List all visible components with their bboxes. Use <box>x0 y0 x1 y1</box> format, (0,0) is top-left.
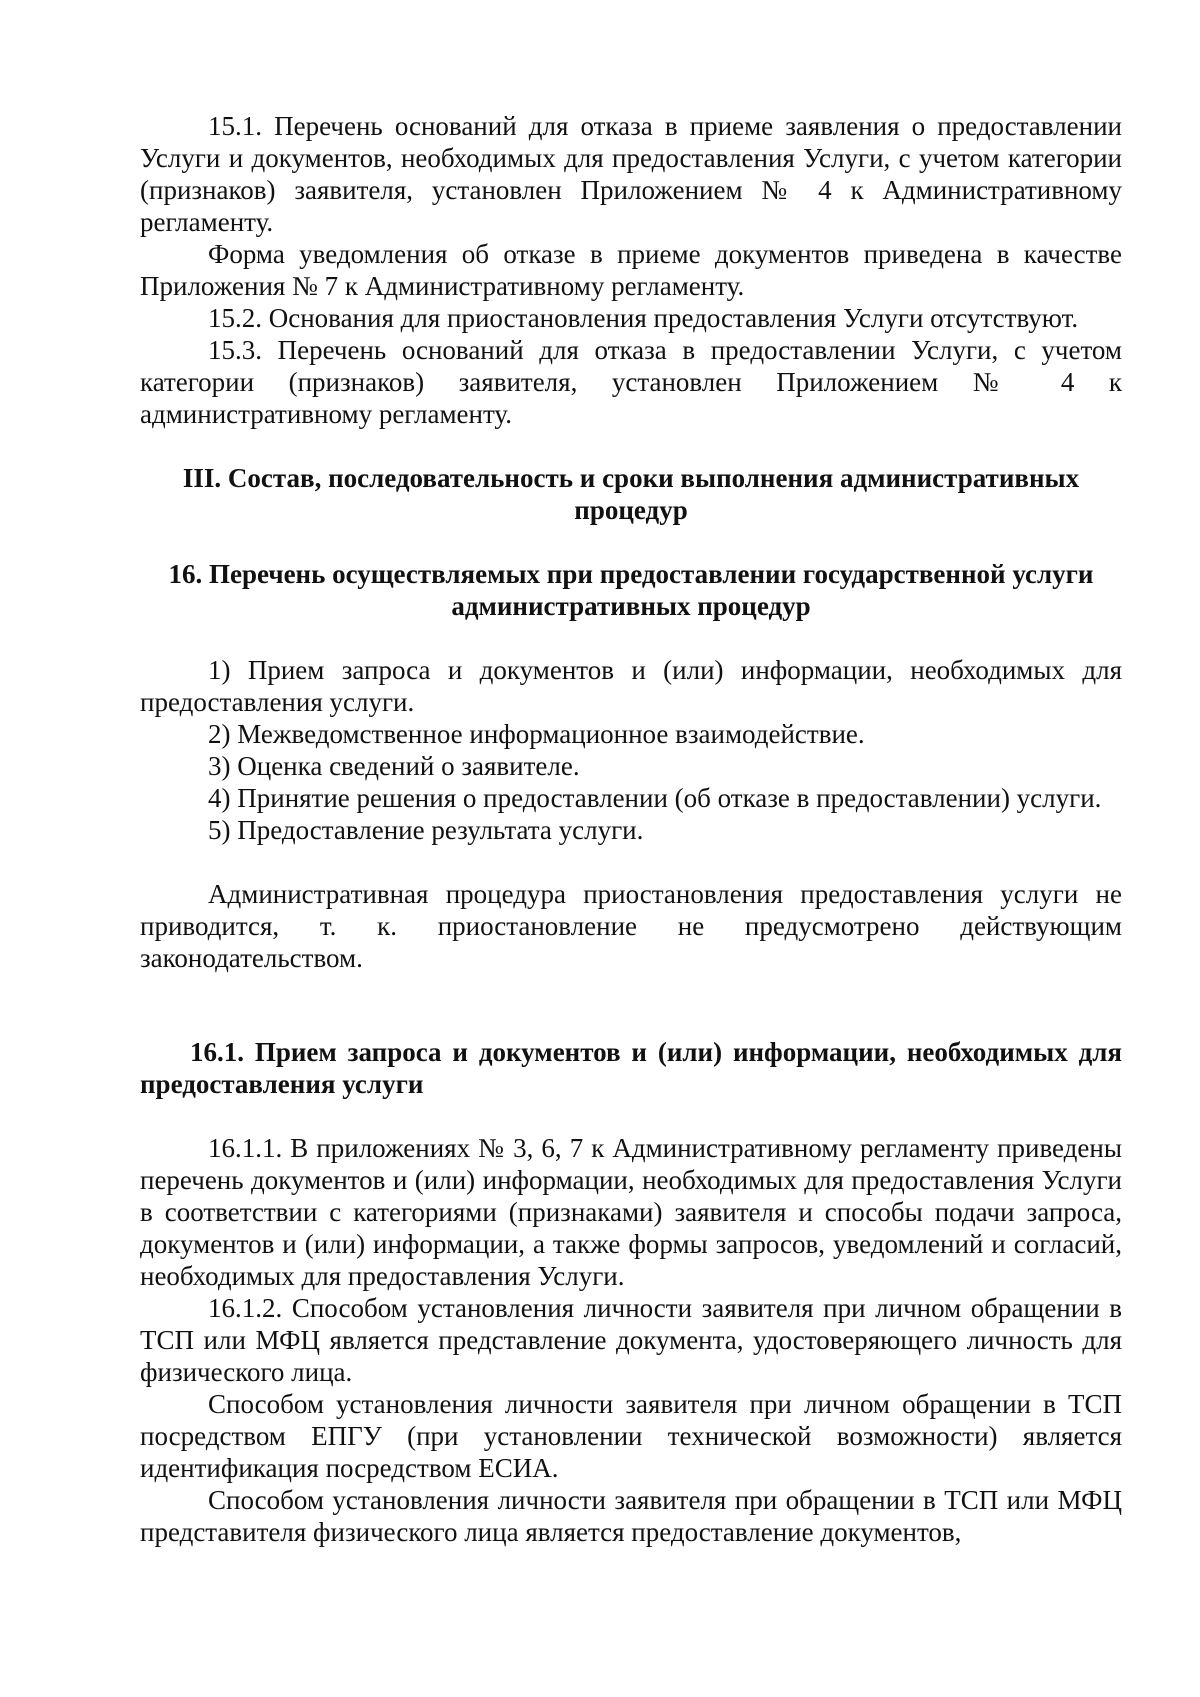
paragraph-identification-epgu: Способом установления личности заявителя при личном обращении в ТСП посредством ЕПГУ (при установлении технической возможности) является идентификация посредством ЕСИА. <box>140 1389 1122 1483</box>
procedure-item: 4) Принятие решения о предоставлении (об отказе в предоставлении) услуги. <box>208 783 1102 813</box>
procedure-item: 1) Прием запроса и документов и (или) информации, необходимых для предоставления услуги. <box>140 655 1122 717</box>
paragraph-15-1: 15.1. Перечень оснований для отказа в приеме заявления о предоставлении Услуги и документов, необходимых для предоставления Услуги, с учетом категории (признаков) заявителя, установлен Приложением № 4 к Административному регламенту. <box>140 111 1122 237</box>
paragraph-identification-representative: Способом установления личности заявителя при обращении в ТСП или МФЦ представителя физического лица является предоставление документов, <box>140 1485 1122 1547</box>
paragraph-16-1-2: 16.1.2. Способом установления личности заявителя при личном обращении в ТСП или МФЦ является представление документа, удостоверяющего личность для физического лица. <box>140 1293 1122 1387</box>
procedure-item: 5) Предоставление результата услуги. <box>208 815 644 845</box>
paragraph-16-1-1: 16.1.1. В приложениях № 3, 6, 7 к Административному регламенту приведены перечень документов и (или) информации, необходимых для предоставления Услуги в соответствии с категориями (признаками) заявителя и способы подачи запроса, документов и (или) информации, а также формы запросов, уведомлений и согласий, необходимых для предоставления Услуги. <box>140 1133 1122 1291</box>
paragraph-notice-form: Форма уведомления об отказе в приеме документов приведена в качестве Приложения № 7 к Административному регламенту. <box>140 239 1122 301</box>
heading-16: 16. Перечень осуществляемых при предоставлении государственной услуги административных процедур <box>168 559 1094 621</box>
paragraph-15-2: 15.2. Основания для приостановления предоставления Услуги отсутствуют. <box>208 303 1079 333</box>
suspension-note: Административная процедура приостановления предоставления услуги не приводится, т. к. приостановление не предусмотрено действующим законодательством. <box>140 879 1122 973</box>
section-heading-iii: III. Состав, последовательность и сроки выполнения административных процедур <box>182 463 1080 525</box>
procedure-item: 2) Межведомственное информационное взаимодействие. <box>208 719 865 749</box>
heading-16-1: 16.1. Прием запроса и документов и (или) информации, необходимых для предоставления услуги <box>140 1037 1122 1099</box>
procedure-item: 3) Оценка сведений о заявителе. <box>208 751 580 781</box>
paragraph-15-3: 15.3. Перечень оснований для отказа в предоставлении Услуги, с учетом категории (признаков) заявителя, установлен Приложением № 4 к административному регламенту. <box>140 335 1122 429</box>
